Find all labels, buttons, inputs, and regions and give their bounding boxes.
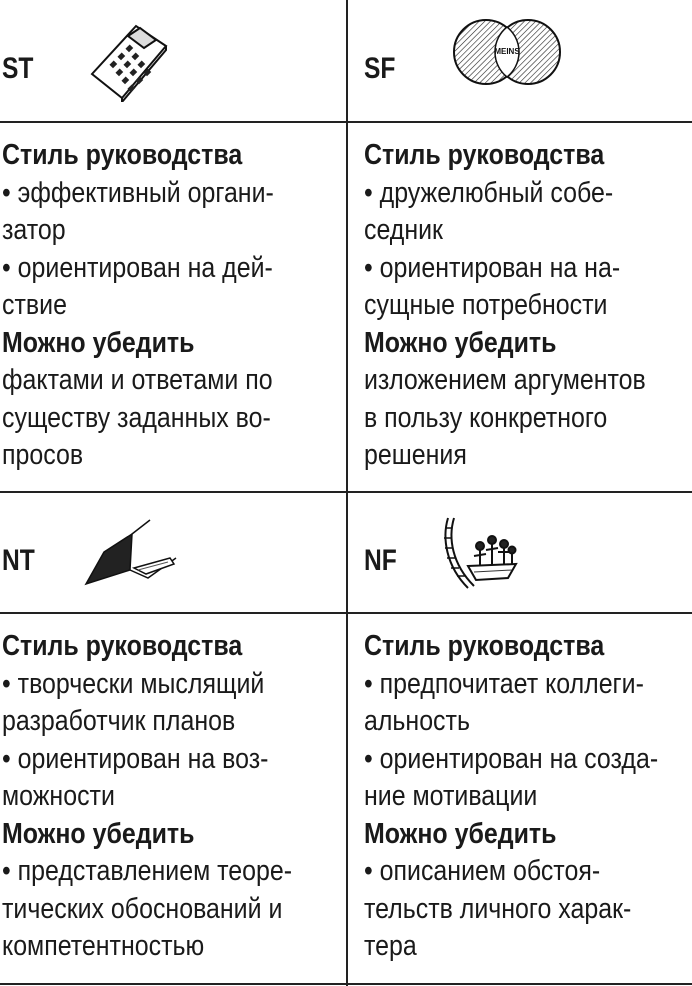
persuade-heading: Можно убедить [364, 326, 557, 359]
sf-text-block [364, 137, 656, 475]
text-line: изложением аргументов [364, 364, 646, 396]
type-code-sf: SF [364, 52, 396, 85]
nf-text-block [364, 628, 659, 966]
text-line: компетентностью [2, 930, 205, 962]
text-line: альность [364, 705, 470, 737]
venn-diagram-icon [448, 18, 568, 93]
text-line: можности [2, 780, 115, 812]
text-line: тера [364, 930, 417, 962]
text-line: • ориентирован на созда- [364, 742, 659, 775]
text-line: ствие [2, 289, 67, 321]
row-divider [0, 491, 692, 493]
persuade-heading: Можно убедить [2, 817, 195, 850]
style-heading: Стиль руководства [364, 630, 605, 662]
style-heading: Стиль руководства [2, 630, 243, 662]
text-line: тических обоснований и [2, 892, 283, 925]
people-in-boat-icon [440, 514, 524, 599]
st-text-block [2, 137, 294, 475]
text-line: в пользу конкретного [364, 401, 608, 434]
text-line: • ориентирован на воз- [2, 742, 269, 775]
text-line: сущные потребности [364, 289, 608, 321]
column-divider [346, 0, 348, 986]
type-code-nf: NF [364, 544, 397, 577]
text-line: фактами и ответами по [2, 364, 273, 396]
style-heading: Стиль руководства [364, 139, 605, 171]
text-line: решения [364, 439, 467, 471]
text-line: • дружелюбный собе- [364, 176, 614, 209]
text-line: просов [2, 439, 84, 471]
text-line: тельств личного харак- [364, 892, 632, 925]
text-line: • творчески мыслящий [2, 667, 265, 700]
style-heading: Стиль руководства [2, 139, 243, 171]
text-line: • представлением теоре- [2, 855, 293, 887]
row-divider [0, 612, 692, 614]
text-line: существу заданных во- [2, 401, 271, 434]
text-line: • предпочитает коллеги- [364, 667, 644, 700]
text-line: • описанием обстоя- [364, 855, 601, 887]
calculator-icon [88, 20, 170, 107]
text-line: • эффективный органи- [2, 176, 274, 209]
persuade-heading: Можно убедить [364, 817, 557, 850]
kite-icon [84, 518, 184, 593]
type-code-st: ST [2, 52, 34, 85]
text-line: седник [364, 214, 443, 246]
text-line: • ориентирован на дей- [2, 251, 273, 284]
type-code-nt: NT [2, 544, 35, 577]
text-line: ние мотивации [364, 780, 538, 812]
nt-text-block [2, 628, 294, 966]
text-line: разработчик планов [2, 705, 236, 737]
venn-label: MEINS [494, 47, 520, 56]
text-line: затор [2, 214, 66, 246]
text-line: • ориентирован на на- [364, 251, 621, 284]
row-divider [0, 121, 692, 123]
row-divider [0, 983, 692, 985]
persuade-heading: Можно убедить [2, 326, 195, 359]
